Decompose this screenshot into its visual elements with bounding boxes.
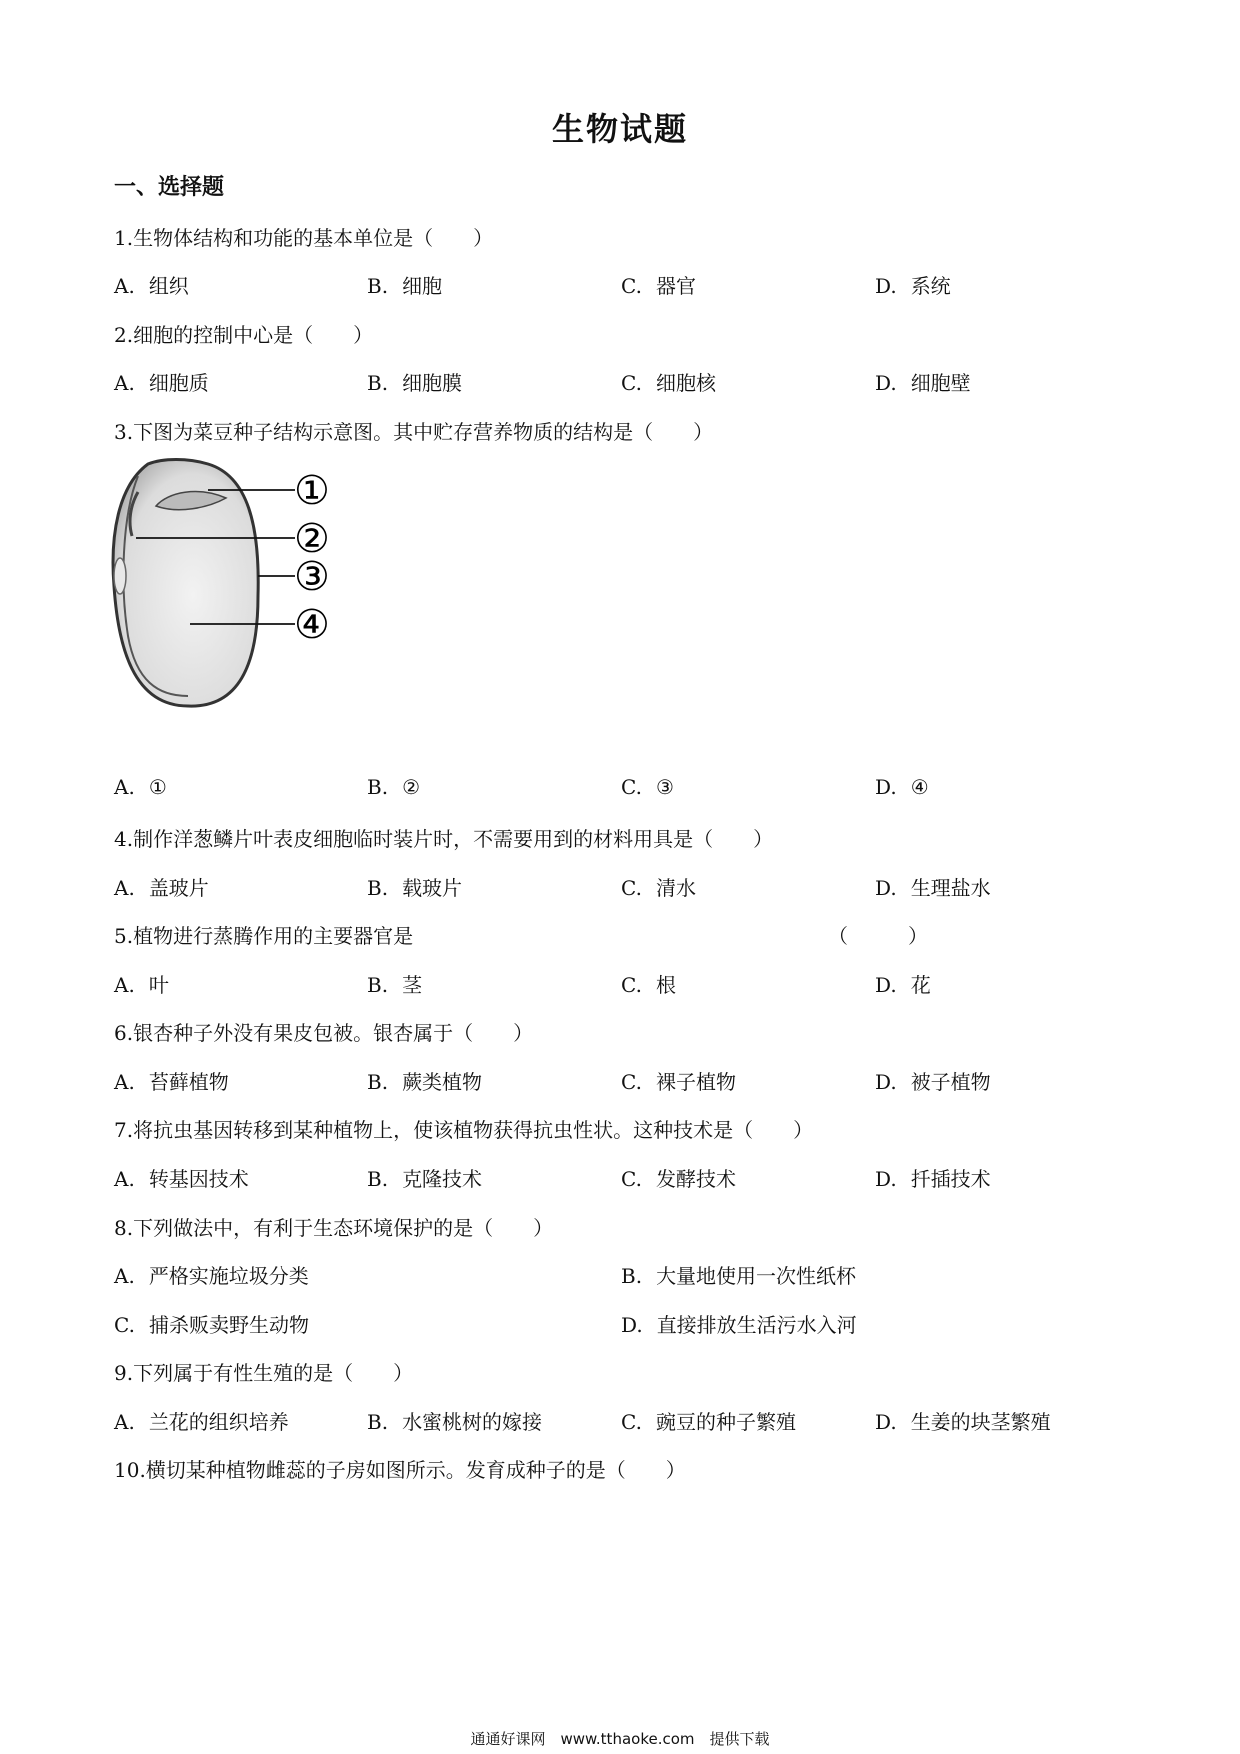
q1-option-a[interactable] xyxy=(114,270,189,299)
option-text: 捕杀贩卖野生动物 xyxy=(148,1313,309,1337)
option-text: 叶 xyxy=(148,973,169,997)
question-7-stem: 7.将抗虫基因转移到某种植物上，使该植物获得抗虫性状。这种技术是（ ） xyxy=(114,1118,814,1142)
option-text: ② xyxy=(402,775,420,799)
option-letter: B. xyxy=(367,973,389,997)
q1-option-c[interactable] xyxy=(621,270,696,299)
q6-option-a[interactable] xyxy=(114,1066,229,1095)
option-letter: B. xyxy=(367,1167,389,1191)
q2-option-b[interactable] xyxy=(367,367,462,396)
option-letter: D. xyxy=(875,1070,897,1094)
question-5-answer-bracket: （ ） xyxy=(828,924,928,948)
q8-option-c[interactable] xyxy=(114,1309,309,1338)
option-text: ④ xyxy=(910,775,929,799)
question-3-stem: 3.下图为菜豆种子结构示意图。其中贮存营养物质的结构是（ ） xyxy=(114,420,714,444)
q8-option-b[interactable] xyxy=(621,1260,856,1289)
q9-option-a[interactable] xyxy=(114,1406,289,1435)
page-footer: 通通好课网 www.tthaoke.com 提供下载 xyxy=(470,1730,770,1748)
option-text: 扦插技术 xyxy=(910,1167,991,1191)
page-title: 生物试题 xyxy=(551,110,688,148)
figure-label-2: ② xyxy=(294,516,330,562)
option-text: 生姜的块茎繁殖 xyxy=(910,1410,1051,1434)
q7-option-d[interactable] xyxy=(875,1163,991,1192)
q1-option-b[interactable] xyxy=(367,270,442,299)
question-1-stem: 1.生物体结构和功能的基本单位是（ ） xyxy=(114,226,494,250)
option-text: ③ xyxy=(655,775,674,799)
option-letter: C. xyxy=(114,1313,135,1337)
option-text: 细胞壁 xyxy=(910,371,971,395)
option-letter: A. xyxy=(114,1167,135,1191)
option-letter: B. xyxy=(367,1410,389,1434)
question-10-stem: 10.横切某种植物雌蕊的子房如图所示。发育成种子的是（ ） xyxy=(114,1458,686,1482)
option-text: 直接排放生活污水入河 xyxy=(656,1313,857,1337)
figure-label-1: ① xyxy=(294,468,330,514)
q7-option-a[interactable] xyxy=(114,1163,249,1192)
option-text: 清水 xyxy=(655,876,696,900)
question-9-stem: 9.下列属于有性生殖的是（ ） xyxy=(114,1361,414,1385)
option-letter: D. xyxy=(875,1410,897,1434)
q6-option-b[interactable] xyxy=(367,1066,482,1095)
option-text: 茎 xyxy=(402,973,423,997)
q9-option-d[interactable] xyxy=(875,1406,1051,1435)
option-letter: C. xyxy=(621,274,642,298)
option-letter: D. xyxy=(875,371,897,395)
option-text: 发酵技术 xyxy=(655,1167,736,1191)
option-letter: B. xyxy=(367,274,389,298)
option-text: 水蜜桃树的嫁接 xyxy=(402,1410,543,1434)
option-text: 裸子植物 xyxy=(655,1070,736,1094)
option-text: 兰花的组织培养 xyxy=(148,1410,289,1434)
figure-label-4: ④ xyxy=(294,602,330,648)
q1-option-d[interactable] xyxy=(875,270,951,299)
question-2-stem: 2.细胞的控制中心是（ ） xyxy=(114,323,374,347)
option-text: 系统 xyxy=(910,274,951,298)
q2-option-d[interactable] xyxy=(875,367,971,396)
option-text: 组织 xyxy=(148,274,189,298)
q4-option-c[interactable] xyxy=(621,872,696,901)
option-letter: C. xyxy=(621,1070,642,1094)
q2-option-c[interactable] xyxy=(621,367,716,396)
option-letter: A. xyxy=(114,775,135,799)
q9-option-c[interactable] xyxy=(621,1406,796,1435)
question-6-stem: 6.银杏种子外没有果皮包被。银杏属于（ ） xyxy=(114,1021,534,1045)
option-text: 蕨类植物 xyxy=(402,1070,483,1094)
q5-option-b[interactable] xyxy=(367,969,422,998)
option-letter: B. xyxy=(367,775,389,799)
option-letter: C. xyxy=(621,973,642,997)
option-text: 豌豆的种子繁殖 xyxy=(655,1410,796,1434)
option-text: 被子植物 xyxy=(910,1070,991,1094)
option-letter: D. xyxy=(875,876,897,900)
option-text: 严格实施垃圾分类 xyxy=(148,1264,309,1288)
option-letter: A. xyxy=(114,1070,135,1094)
option-text: ① xyxy=(148,775,167,799)
option-text: 克隆技术 xyxy=(402,1167,483,1191)
bean-seed-diagram xyxy=(108,456,348,716)
option-text: 细胞质 xyxy=(148,371,209,395)
q7-option-b[interactable] xyxy=(367,1163,482,1192)
option-letter: A. xyxy=(114,876,135,900)
option-letter: A. xyxy=(114,274,135,298)
option-text: 苔藓植物 xyxy=(148,1070,229,1094)
option-letter: C. xyxy=(621,371,642,395)
option-text: 细胞膜 xyxy=(402,371,463,395)
option-letter: A. xyxy=(114,973,135,997)
q4-option-d[interactable] xyxy=(875,872,991,901)
option-letter: D. xyxy=(875,775,897,799)
q3-option-d[interactable] xyxy=(875,775,929,799)
option-letter: A. xyxy=(114,371,135,395)
section-heading: 一、选择题 xyxy=(114,175,225,200)
option-text: 盖玻片 xyxy=(148,876,209,900)
q8-option-a[interactable] xyxy=(114,1260,309,1289)
q6-option-d[interactable] xyxy=(875,1066,991,1095)
option-letter: A. xyxy=(114,1264,135,1288)
q3-option-a[interactable] xyxy=(114,775,167,799)
option-text: 根 xyxy=(655,973,676,997)
q5-option-d[interactable] xyxy=(875,969,931,998)
option-letter: B. xyxy=(367,1070,389,1094)
question-8-stem: 8.下列做法中，有利于生态环境保护的是（ ） xyxy=(114,1216,554,1240)
q5-option-a[interactable] xyxy=(114,969,169,998)
option-letter: C. xyxy=(621,876,642,900)
option-letter: D. xyxy=(621,1313,643,1337)
option-text: 转基因技术 xyxy=(148,1167,249,1191)
question-4-stem: 4.制作洋葱鳞片叶表皮细胞临时装片时，不需要用到的材料用具是（ ） xyxy=(114,827,774,851)
option-text: 花 xyxy=(910,973,931,997)
option-text: 细胞 xyxy=(402,274,443,298)
option-letter: B. xyxy=(367,371,389,395)
option-text: 器官 xyxy=(655,274,696,298)
q9-option-b[interactable] xyxy=(367,1406,542,1435)
q3-option-c[interactable] xyxy=(621,775,674,799)
q3-option-b[interactable] xyxy=(367,775,420,799)
option-text: 载玻片 xyxy=(402,876,463,900)
q8-option-d[interactable] xyxy=(621,1309,857,1338)
option-letter: B. xyxy=(621,1264,643,1288)
q4-option-a[interactable] xyxy=(114,872,209,901)
option-letter: C. xyxy=(621,1167,642,1191)
question-5-stem: 5.植物进行蒸腾作用的主要器官是 xyxy=(114,924,414,948)
q4-option-b[interactable] xyxy=(367,872,462,901)
option-letter: C. xyxy=(621,775,642,799)
option-letter: C. xyxy=(621,1410,642,1434)
figure-label-3: ③ xyxy=(294,554,330,600)
hilum xyxy=(114,558,126,594)
option-letter: D. xyxy=(875,973,897,997)
option-letter: D. xyxy=(875,274,897,298)
q6-option-c[interactable] xyxy=(621,1066,736,1095)
option-letter: D. xyxy=(875,1167,897,1191)
q7-option-c[interactable] xyxy=(621,1163,736,1192)
option-letter: B. xyxy=(367,876,389,900)
option-text: 细胞核 xyxy=(655,371,716,395)
q5-option-c[interactable] xyxy=(621,969,676,998)
q2-option-a[interactable] xyxy=(114,367,209,396)
option-text: 大量地使用一次性纸杯 xyxy=(656,1264,857,1288)
option-letter: A. xyxy=(114,1410,135,1434)
option-text: 生理盐水 xyxy=(910,876,991,900)
